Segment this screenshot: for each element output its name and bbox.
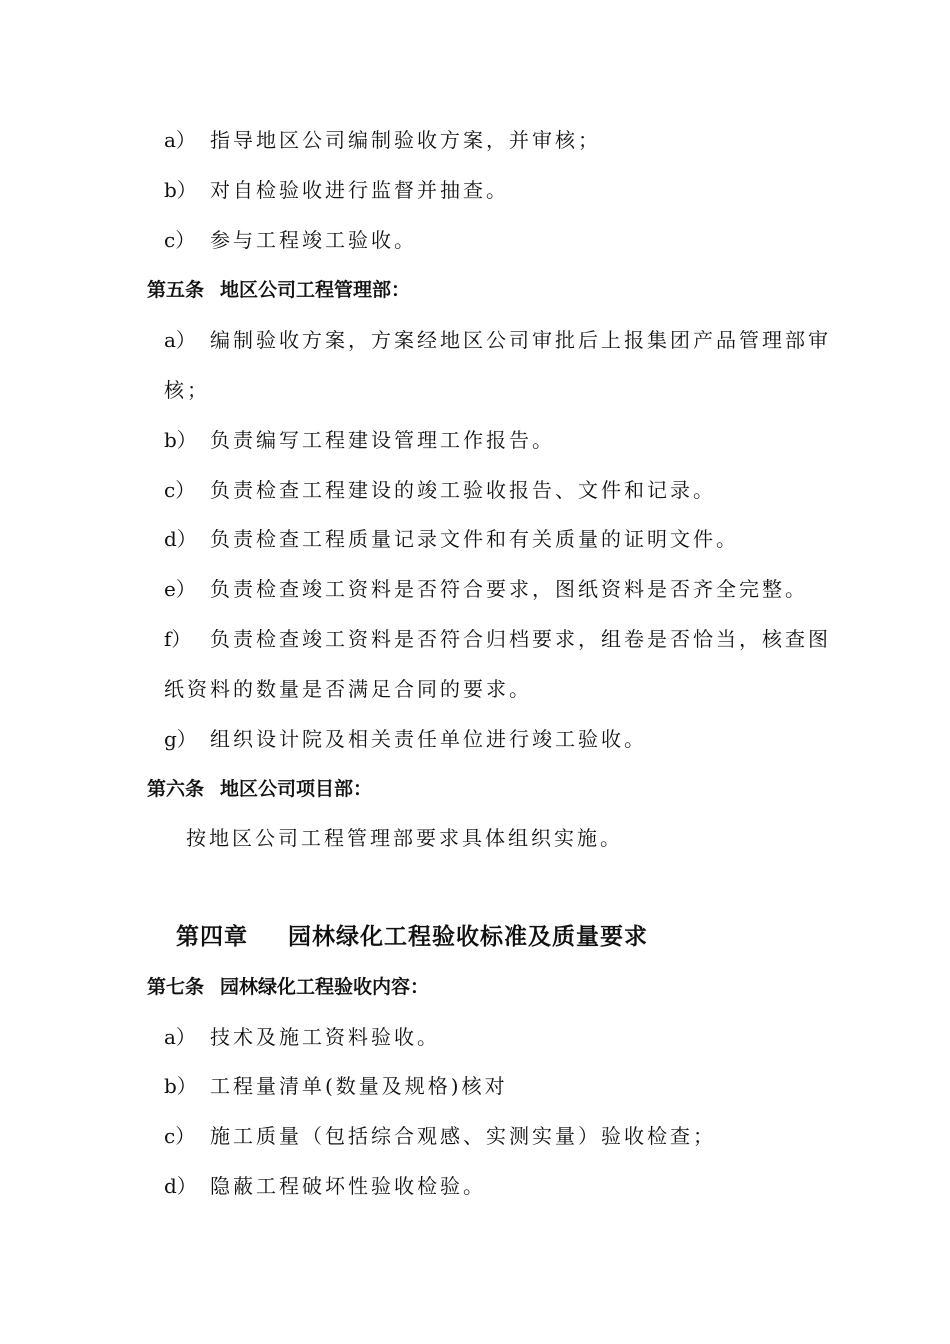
list-text: 施工质量（包括综合观感、实测实量）验收检查； bbox=[210, 1124, 716, 1148]
list-item bbox=[164, 1073, 508, 1099]
list-item bbox=[164, 427, 555, 453]
list-text: 对自检验收进行监督并抽查。 bbox=[210, 178, 509, 202]
list-marker: c） bbox=[164, 228, 196, 252]
list-item bbox=[164, 726, 647, 752]
chapter-heading bbox=[176, 922, 648, 952]
list-text: 负责检查工程质量记录文件和有关质量的证明文件。 bbox=[210, 527, 739, 551]
list-text: 编制验收方案，方案经地区公司审批后上报集团产品管理部审 bbox=[210, 328, 831, 352]
article-title: 地区公司项目部： bbox=[220, 778, 373, 800]
list-marker: a） bbox=[164, 128, 196, 152]
article-number: 第六条 bbox=[147, 778, 205, 800]
article-title: 园林绿化工程验收内容： bbox=[220, 976, 430, 998]
list-item bbox=[164, 1024, 440, 1050]
list-item bbox=[164, 526, 739, 552]
list-text: 组织设计院及相关责任单位进行竣工验收。 bbox=[210, 727, 647, 751]
list-text: 核； bbox=[164, 378, 210, 402]
list-item-continuation bbox=[164, 676, 532, 702]
list-item-continuation bbox=[164, 377, 210, 403]
list-item bbox=[164, 227, 417, 253]
list-marker: e） bbox=[164, 577, 196, 601]
list-item bbox=[164, 177, 509, 203]
list-item bbox=[164, 1123, 716, 1149]
list-marker: b） bbox=[164, 1074, 197, 1098]
list-marker: b） bbox=[164, 428, 197, 452]
list-marker: c） bbox=[164, 1124, 196, 1148]
list-marker: d） bbox=[164, 1174, 197, 1198]
paragraph bbox=[186, 825, 623, 851]
list-text: 工程量清单(数量及规格)核对 bbox=[210, 1074, 508, 1098]
list-text: 负责检查工程建设的竣工验收报告、文件和记录。 bbox=[210, 478, 716, 502]
list-item bbox=[164, 576, 808, 602]
list-text: 指导地区公司编制验收方案，并审核； bbox=[210, 128, 601, 152]
article-number: 第五条 bbox=[147, 279, 205, 301]
article-title: 地区公司工程管理部： bbox=[220, 279, 411, 301]
chapter-title: 园林绿化工程验收标准及质量要求 bbox=[288, 924, 648, 950]
article-number: 第七条 bbox=[147, 976, 205, 998]
article-heading bbox=[147, 974, 429, 1000]
list-marker: b） bbox=[164, 178, 197, 202]
list-marker: a） bbox=[164, 328, 196, 352]
list-text: 纸资料的数量是否满足合同的要求。 bbox=[164, 677, 532, 701]
list-item bbox=[164, 1173, 486, 1199]
list-marker: g） bbox=[164, 727, 197, 751]
list-text: 技术及施工资料验收。 bbox=[210, 1025, 440, 1049]
list-item bbox=[164, 477, 716, 503]
list-item bbox=[164, 327, 831, 353]
list-marker: f） bbox=[164, 627, 192, 651]
list-text: 负责编写工程建设管理工作报告。 bbox=[210, 428, 555, 452]
list-marker: a） bbox=[164, 1025, 196, 1049]
list-item bbox=[164, 626, 831, 652]
list-item bbox=[164, 127, 601, 153]
list-marker: c） bbox=[164, 478, 196, 502]
paragraph-text: 按地区公司工程管理部要求具体组织实施。 bbox=[186, 826, 623, 850]
article-heading bbox=[147, 277, 410, 303]
list-text: 参与工程竣工验收。 bbox=[210, 228, 417, 252]
list-marker: d） bbox=[164, 527, 197, 551]
list-text: 隐蔽工程破坏性验收检验。 bbox=[210, 1174, 486, 1198]
list-text: 负责检查竣工资料是否符合归档要求，组卷是否恰当，核查图 bbox=[210, 627, 831, 651]
article-heading bbox=[147, 776, 372, 802]
chapter-number: 第四章 bbox=[176, 924, 248, 950]
list-text: 负责检查竣工资料是否符合要求，图纸资料是否齐全完整。 bbox=[210, 577, 808, 601]
